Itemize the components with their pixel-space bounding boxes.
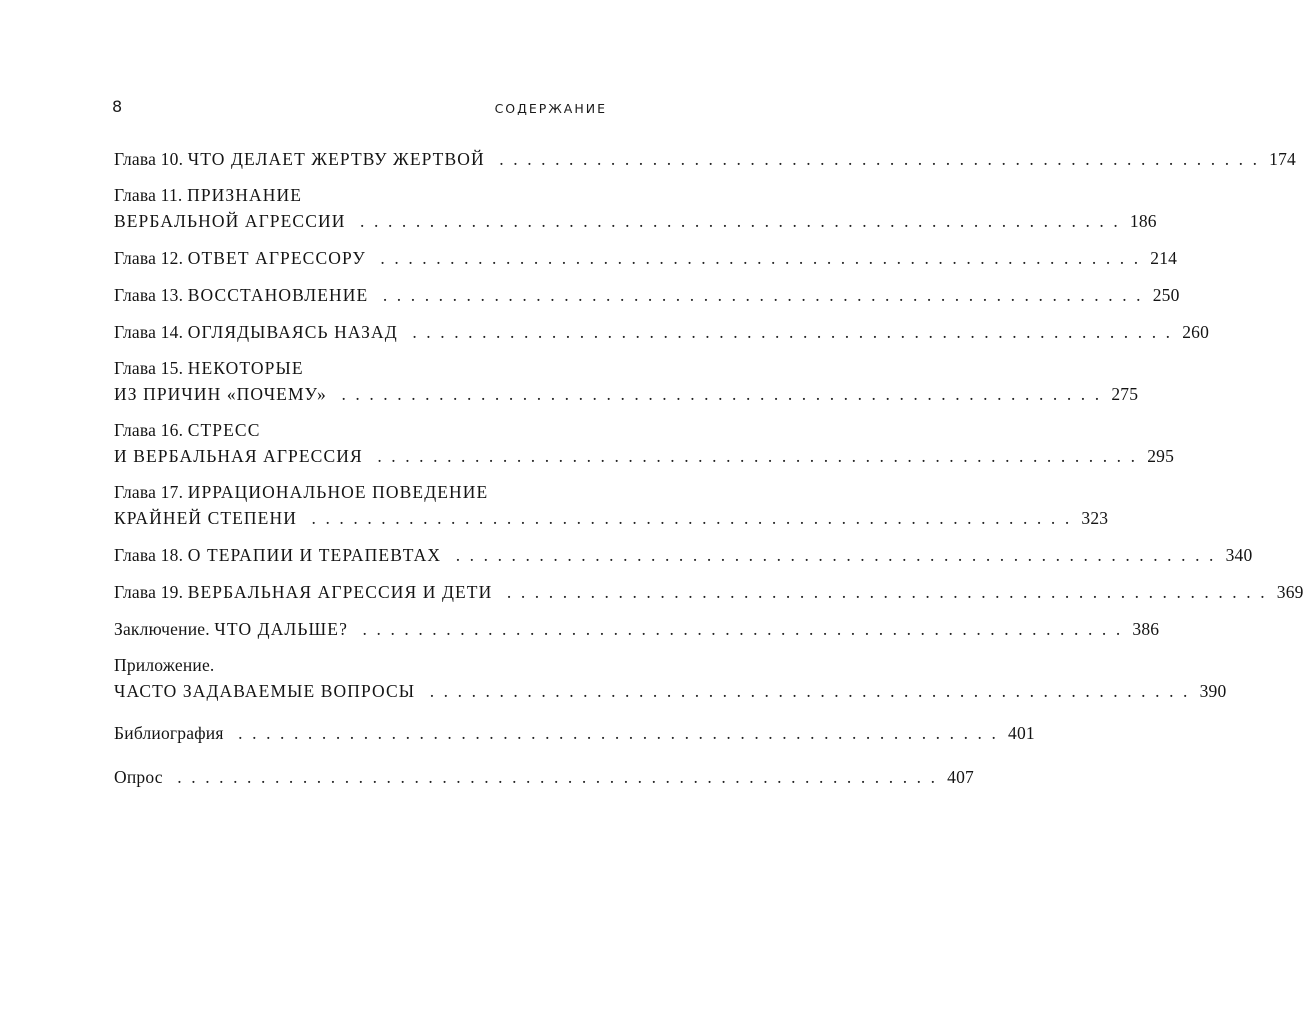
- toc-entry-chapter-15[interactable]: [114, 355, 1139, 407]
- toc-entry-chapter-14[interactable]: [114, 319, 1210, 345]
- toc-page-number: 390: [1199, 681, 1227, 701]
- toc-entry-chapter-11[interactable]: [114, 182, 1157, 234]
- running-title: СОДЕРЖАНИЕ: [494, 101, 607, 116]
- dot-leader: . . . . . . . . . . . . . . . . . . . . . . . . . . . . . . . . . . . . . . . . . . . . . . . . . . . . . . .: [238, 723, 999, 743]
- toc-page-number: 186: [1129, 211, 1157, 231]
- toc-entry-conclusion[interactable]: [114, 616, 1160, 642]
- toc-title: НЕКОТОРЫЕ: [187, 358, 304, 378]
- toc-label: Глава 14.: [114, 322, 184, 342]
- toc-entry-chapter-18[interactable]: [114, 542, 1253, 568]
- toc-label: Глава 12.: [114, 248, 184, 268]
- toc-title: СТРЕСС: [187, 420, 261, 440]
- toc-title: ОТВЕТ АГРЕССОРУ: [187, 248, 366, 268]
- toc-title: ПРИЗНАНИЕ: [187, 185, 303, 205]
- dot-leader: . . . . . . . . . . . . . . . . . . . . . . . . . . . . . . . . . . . . . . . . . . . . . . . . . . . . . . .: [311, 508, 1072, 528]
- toc-page-number: 250: [1152, 285, 1180, 305]
- dot-leader: . . . . . . . . . . . . . . . . . . . . . . . . . . . . . . . . . . . . . . . . . . . . . . . . . . . . . . .: [455, 545, 1216, 565]
- toc-label: Приложение.: [114, 655, 215, 675]
- toc-title-continued: ИЗ ПРИЧИН «ПОЧЕМУ»: [114, 384, 327, 404]
- dot-leader: . . . . . . . . . . . . . . . . . . . . . . . . . . . . . . . . . . . . . . . . . . . . . . . . . . . . . . .: [362, 619, 1123, 639]
- dot-leader: . . . . . . . . . . . . . . . . . . . . . . . . . . . . . . . . . . . . . . . . . . . . . . . . . . . . . . .: [360, 211, 1121, 231]
- toc-entry-survey[interactable]: [114, 764, 975, 790]
- toc-page-number: 260: [1182, 322, 1210, 342]
- toc-title: ВЕРБАЛЬНАЯ АГРЕССИЯ И ДЕТИ: [187, 582, 493, 602]
- toc-entry-chapter-16[interactable]: [114, 417, 1175, 469]
- dot-leader: . . . . . . . . . . . . . . . . . . . . . . . . . . . . . . . . . . . . . . . . . . . . . . . . . . . . . . .: [177, 767, 938, 787]
- dot-leader: . . . . . . . . . . . . . . . . . . . . . . . . . . . . . . . . . . . . . . . . . . . . . . . . . . . . . . .: [341, 384, 1102, 404]
- toc-entry-chapter-17[interactable]: [114, 479, 1109, 531]
- toc-entry-chapter-19[interactable]: [114, 579, 1304, 605]
- toc-title-continued: И ВЕРБАЛЬНАЯ АГРЕССИЯ: [114, 446, 363, 466]
- toc-entry-chapter-12[interactable]: [114, 245, 1178, 271]
- dot-leader: . . . . . . . . . . . . . . . . . . . . . . . . . . . . . . . . . . . . . . . . . . . . . . . . . . . . . . .: [412, 322, 1173, 342]
- dot-leader: . . . . . . . . . . . . . . . . . . . . . . . . . . . . . . . . . . . . . . . . . . . . . . . . . . . . . . .: [429, 681, 1190, 701]
- toc-page-number: 323: [1081, 508, 1109, 528]
- toc-title: ВОССТАНОВЛЕНИЕ: [187, 285, 369, 305]
- toc-page-number: 407: [947, 767, 975, 787]
- toc-title: ЧТО ДЕЛАЕТ ЖЕРТВУ ЖЕРТВОЙ: [187, 149, 485, 169]
- page-number: 8: [112, 97, 123, 116]
- toc-label: Заключение.: [114, 619, 210, 639]
- toc-label: Глава 15.: [114, 358, 184, 378]
- toc-title-continued: ЧАСТО ЗАДАВАЕМЫЕ ВОПРОСЫ: [114, 681, 416, 701]
- toc-page-number: 275: [1111, 384, 1139, 404]
- table-of-contents: [114, 146, 1304, 790]
- toc-page-number: 369: [1276, 582, 1304, 602]
- toc-title-continued: КРАЙНЕЙ СТЕПЕНИ: [114, 508, 297, 528]
- dot-leader: . . . . . . . . . . . . . . . . . . . . . . . . . . . . . . . . . . . . . . . . . . . . . . . . . . . . . . .: [506, 582, 1268, 602]
- toc-title-continued: ВЕРБАЛЬНОЙ АГРЕССИИ: [114, 211, 346, 231]
- toc-page-number: 401: [1008, 723, 1035, 743]
- toc-label: Глава 10.: [114, 149, 184, 169]
- toc-entry-bibliography[interactable]: [114, 720, 1035, 746]
- toc-label: Опрос: [114, 767, 163, 787]
- dot-leader: . . . . . . . . . . . . . . . . . . . . . . . . . . . . . . . . . . . . . . . . . . . . . . . . . . . . . . .: [382, 285, 1144, 305]
- toc-page-number: 340: [1225, 545, 1253, 565]
- toc-page-number: 214: [1150, 248, 1178, 268]
- toc-label: Глава 17.: [114, 482, 184, 502]
- dot-leader: . . . . . . . . . . . . . . . . . . . . . . . . . . . . . . . . . . . . . . . . . . . . . . . . . . . . . . .: [377, 446, 1138, 466]
- toc-label: Глава 13.: [114, 285, 184, 305]
- toc-title: ОГЛЯДЫВАЯСЬ НАЗАД: [187, 322, 398, 342]
- toc-page-number: 386: [1132, 619, 1160, 639]
- toc-title: ИРРАЦИОНАЛЬНОЕ ПОВЕДЕНИЕ: [187, 482, 489, 502]
- toc-label: Глава 11.: [114, 185, 183, 205]
- toc-entry-chapter-13[interactable]: [114, 282, 1180, 308]
- dot-leader: . . . . . . . . . . . . . . . . . . . . . . . . . . . . . . . . . . . . . . . . . . . . . . . . . . . . . . .: [499, 149, 1260, 169]
- toc-label: Глава 19.: [114, 582, 184, 602]
- toc-title: ЧТО ДАЛЬШЕ?: [214, 619, 348, 639]
- toc-label: Глава 16.: [114, 420, 184, 440]
- toc-label: Библиография: [114, 723, 224, 743]
- toc-entry-chapter-10[interactable]: [114, 146, 1297, 172]
- dot-leader: . . . . . . . . . . . . . . . . . . . . . . . . . . . . . . . . . . . . . . . . . . . . . . . . . . . . . . .: [380, 248, 1141, 268]
- toc-label: Глава 18.: [114, 545, 184, 565]
- toc-entry-appendix[interactable]: [114, 652, 1227, 704]
- toc-page-number: 174: [1269, 149, 1297, 169]
- toc-title: О ТЕРАПИИ И ТЕРАПЕВТАХ: [187, 545, 442, 565]
- toc-page-number: 295: [1147, 446, 1175, 466]
